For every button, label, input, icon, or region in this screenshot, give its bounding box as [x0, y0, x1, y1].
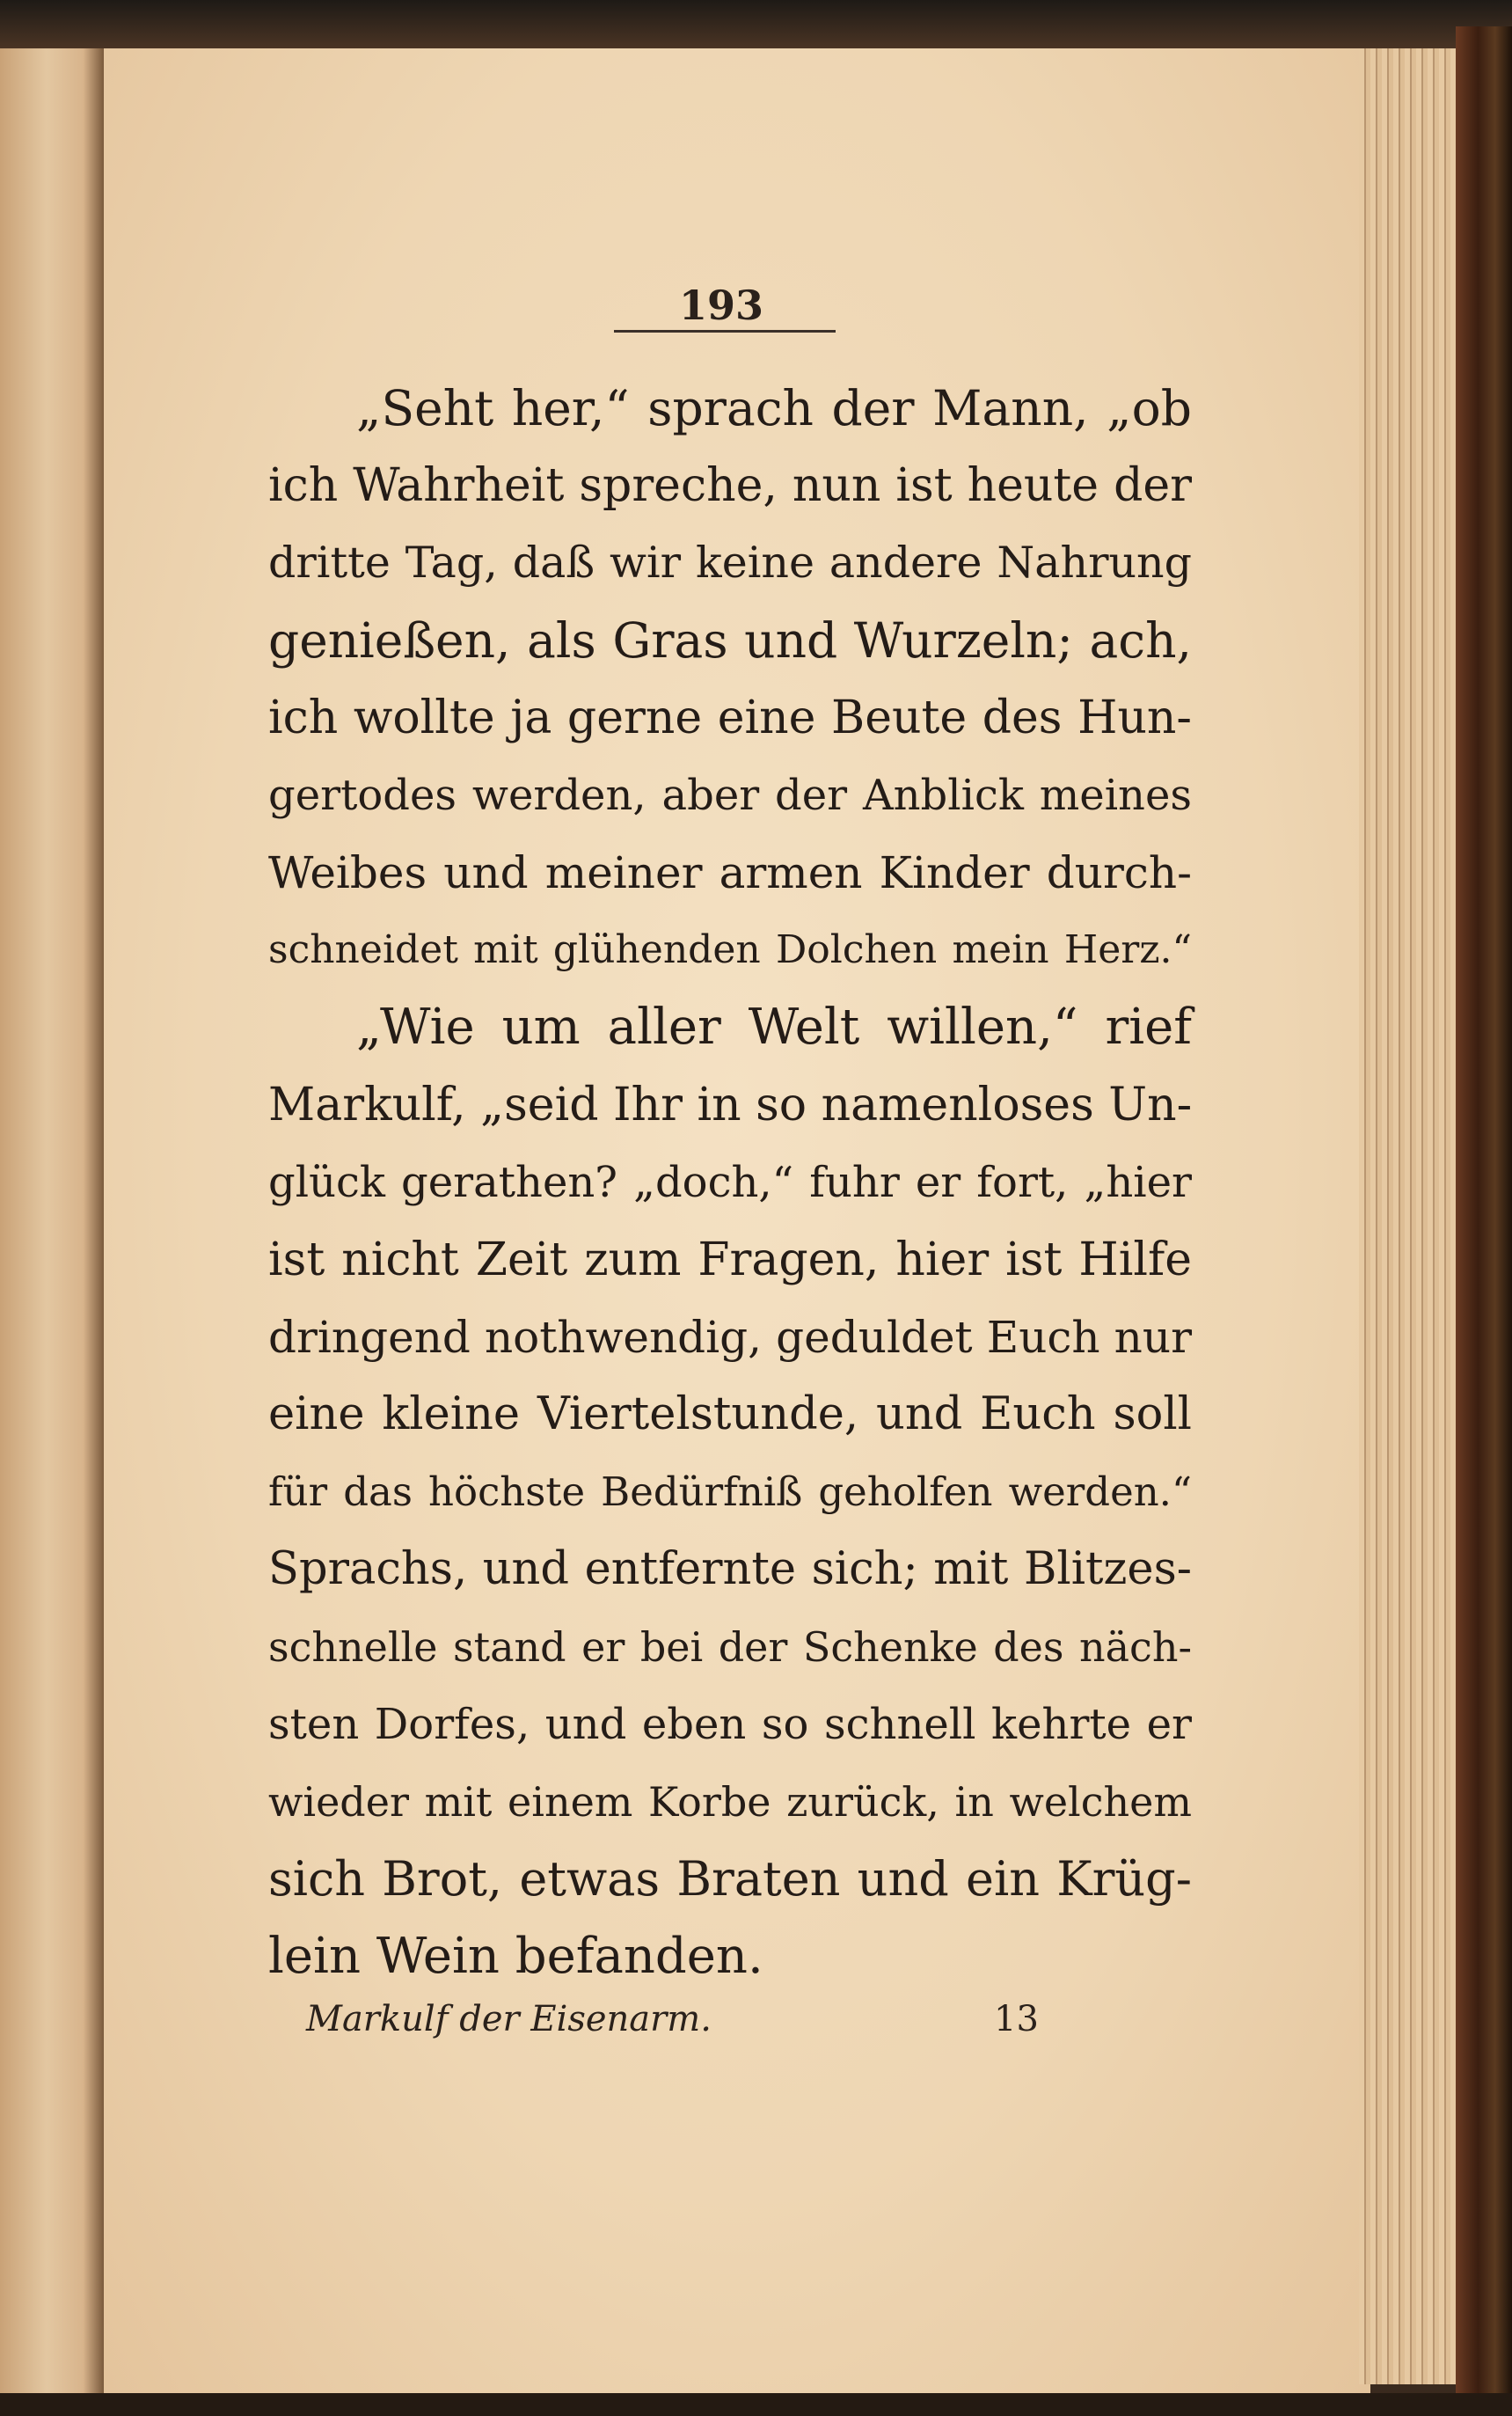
- body-text: [268, 370, 1192, 1995]
- book-cover-edge: [1456, 26, 1512, 2416]
- text-line: für das höchste Bedürfniß geholfen werden.“: [268, 1468, 1192, 1515]
- text-line: Weibes und meiner armen Kinder durch-: [268, 847, 1192, 898]
- text-line: ich Wahrheit spreche, nun ist heute der: [268, 459, 1192, 512]
- text-line: wieder mit einem Korbe zurück, in welchem: [268, 1778, 1192, 1826]
- text-line: sten Dorfes, und eben so schnell kehrte er: [268, 1700, 1192, 1749]
- text-line: lein Wein befanden.: [268, 1928, 763, 1985]
- book-bottom-edge: [0, 2393, 1512, 2416]
- text-line: eine kleine Viertelstunde, und Euch soll: [268, 1388, 1192, 1440]
- text-line: gertodes werden, aber der Anblick meines: [268, 771, 1192, 820]
- sheet-number: 13: [994, 1999, 1039, 2039]
- header-rule: [614, 330, 836, 333]
- page-number: 193: [678, 282, 764, 329]
- text-line: glück gerathen? „doch,“ fuhr er fort, „hier: [268, 1158, 1192, 1207]
- text-line: dritte Tag, daß wir keine andere Nahrung: [268, 538, 1192, 588]
- text-line: Sprachs, und entfernte sich; mit Blitzes-: [268, 1543, 1192, 1595]
- text-line: ich wollte ja gerne eine Beute des Hun-: [268, 692, 1192, 744]
- text-line: „Seht her,“ sprach der Mann, „ob: [356, 380, 1192, 436]
- text-line: schnelle stand er bei der Schenke des näch-: [268, 1623, 1192, 1671]
- book-top-edge: [0, 0, 1512, 48]
- text-line: genießen, als Gras und Wurzeln; ach,: [268, 612, 1192, 669]
- facing-page-edge: [0, 48, 104, 2406]
- text-line: ist nicht Zeit zum Fragen, hier ist Hilfe: [268, 1234, 1192, 1286]
- page-fore-edge: [1359, 48, 1456, 2384]
- signature-mark: Markulf der Eisenarm.: [306, 1999, 712, 2039]
- text-line: sich Brot, etwas Braten und ein Krüg-: [268, 1851, 1192, 1907]
- text-line: „Wie um aller Welt willen,“ rief: [356, 999, 1192, 1056]
- text-line: schneidet mit glühenden Dolchen mein Herz.“: [268, 927, 1192, 972]
- text-line: Markulf, „seid Ihr in so namenloses Un-: [268, 1079, 1193, 1131]
- text-line: dringend nothwendig, geduldet Euch nur: [268, 1312, 1192, 1363]
